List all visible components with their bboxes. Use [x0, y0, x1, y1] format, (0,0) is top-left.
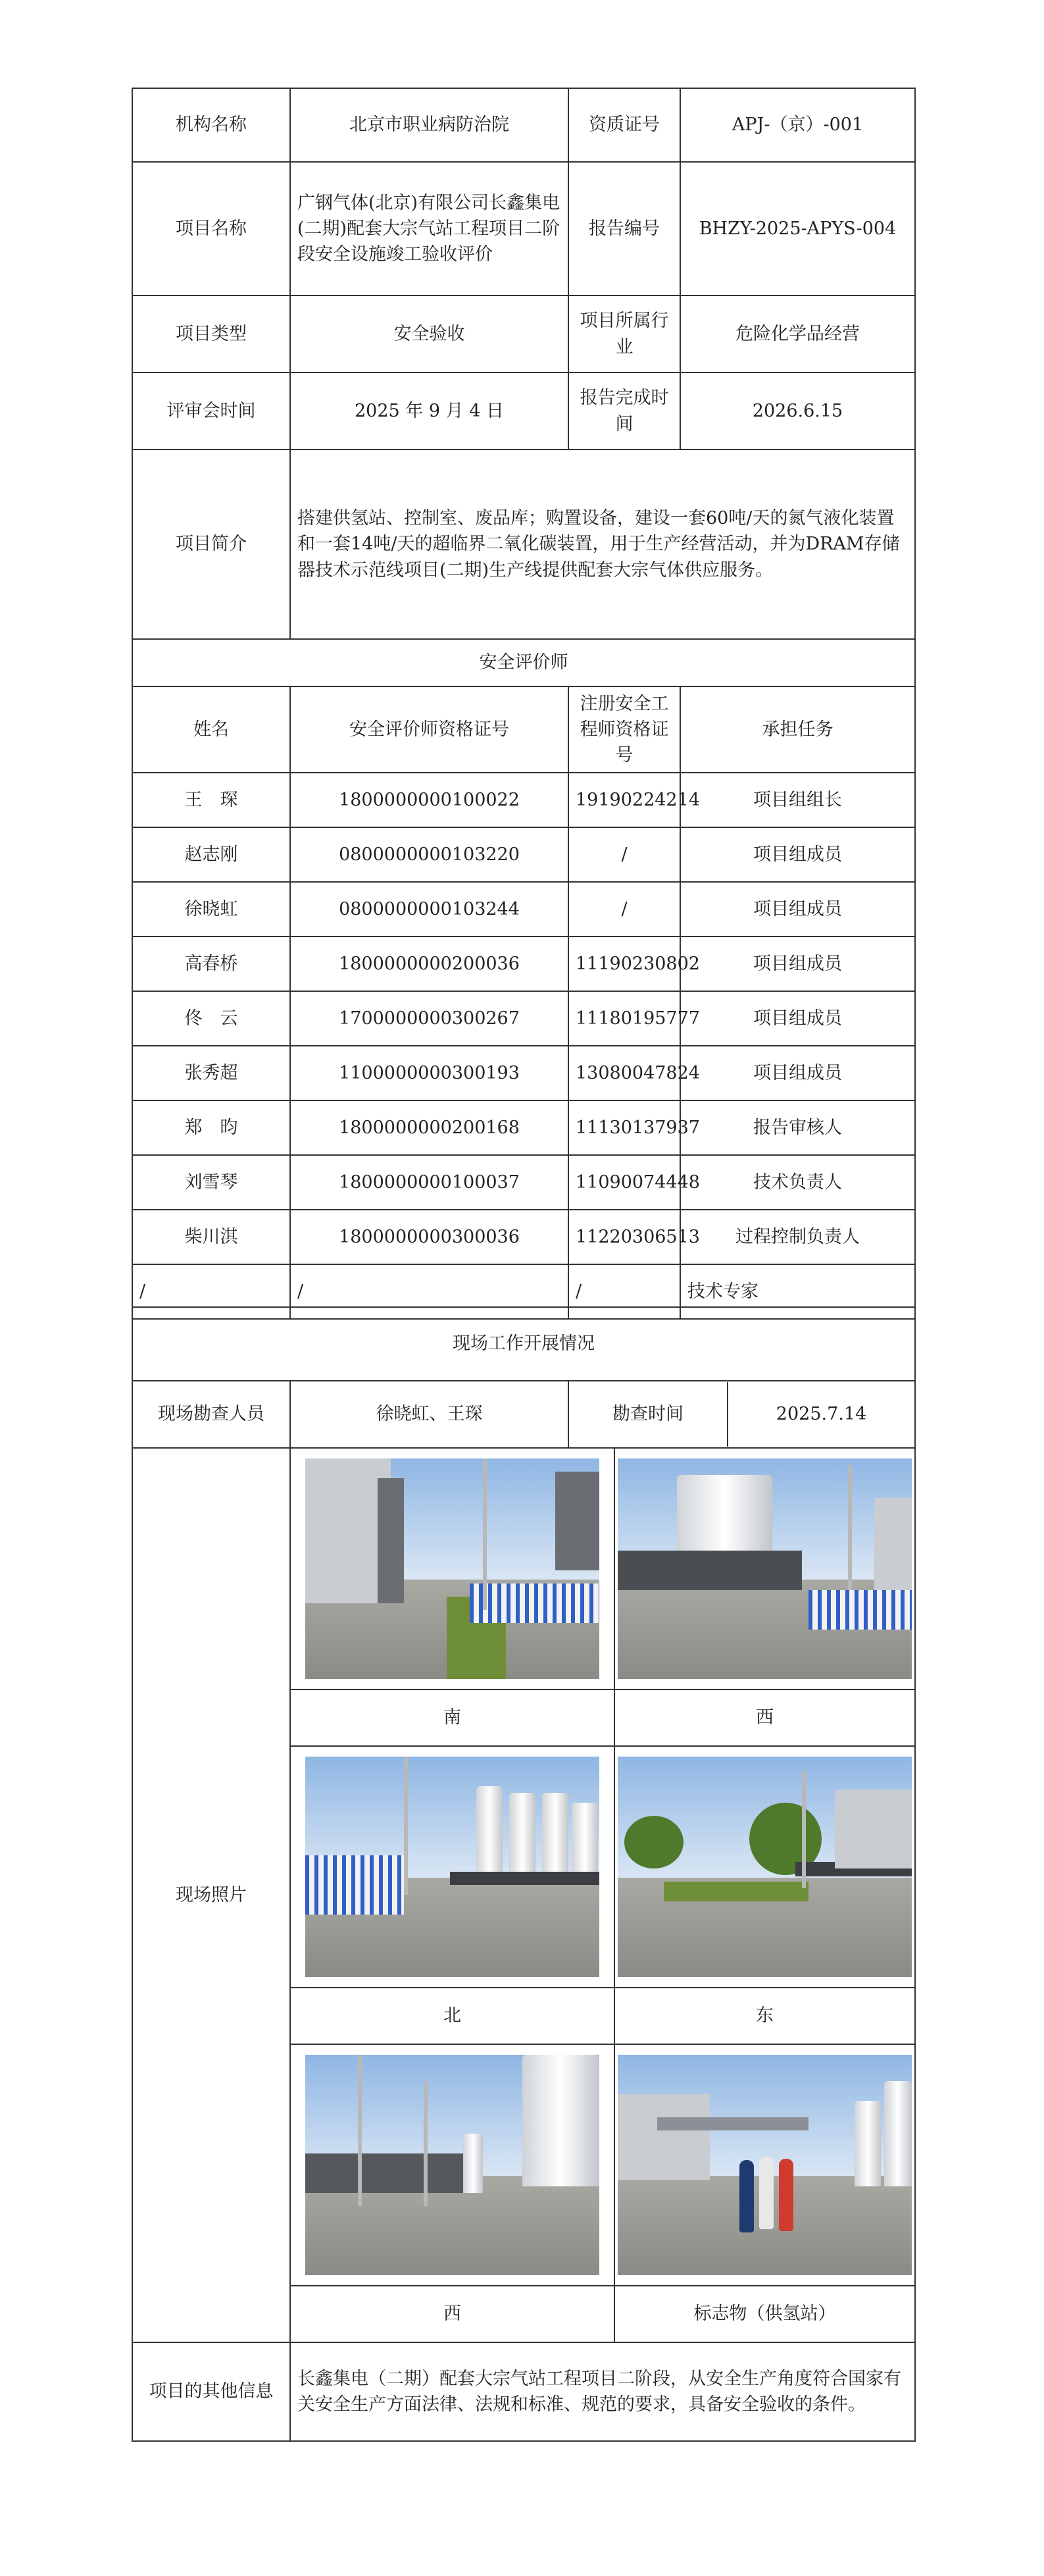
photo-landmark [618, 2055, 912, 2275]
table-row [132, 827, 915, 882]
evaluator-cert: 1700000000300267 [290, 991, 568, 1046]
evaluator-name: 高春桥 [132, 937, 290, 991]
evaluator-task: 项目组成员 [680, 882, 915, 937]
intro-label: 项目简介 [132, 450, 290, 639]
evaluator-name: 佟 云 [132, 991, 290, 1046]
completion-value: 2026.6.15 [680, 373, 915, 450]
evaluator-name: 王 琛 [132, 773, 290, 827]
photo-cell [290, 2044, 614, 2286]
evaluator-header-engineer: 注册安全工程师资格证号 [568, 686, 680, 773]
industry-value: 危险化学品经营 [680, 296, 915, 373]
table-row [132, 1155, 915, 1210]
evaluator-task: 项目组成员 [680, 1046, 915, 1100]
photo-west-2 [305, 2055, 599, 2275]
evaluator-task: 项目组成员 [680, 991, 915, 1046]
photo-cell [290, 1448, 614, 1689]
org-label: 机构名称 [132, 88, 290, 162]
evaluator-cert: 1800000000300036 [290, 1210, 568, 1264]
evaluator-engineer: 19190224214 [568, 773, 680, 827]
evaluator-engineer: / [568, 827, 680, 882]
evaluator-task: 报告审核人 [680, 1100, 915, 1155]
time-cell [568, 1381, 915, 1448]
table-row [132, 991, 915, 1046]
evaluator-name: / [132, 1264, 290, 1319]
photo-cell [290, 1746, 614, 1988]
evaluator-engineer: 11090074448 [568, 1155, 680, 1210]
org-value: 北京市职业病防治院 [290, 88, 568, 162]
table-row [132, 882, 915, 937]
meeting-value: 2025 年 9 月 4 日 [290, 373, 568, 450]
evaluator-cert: 1100000000300193 [290, 1046, 568, 1100]
evaluator-engineer: / [568, 882, 680, 937]
evaluator-engineer: / [568, 1264, 680, 1319]
evaluators-title: 安全评价师 [132, 639, 915, 686]
evaluator-cert: 0800000000103244 [290, 882, 568, 937]
evaluator-engineer: 11130137937 [568, 1100, 680, 1155]
evaluator-name: 赵志刚 [132, 827, 290, 882]
evaluator-task: 技术负责人 [680, 1155, 915, 1210]
inspector-label: 现场勘查人员 [132, 1381, 290, 1448]
project-info-table [132, 88, 916, 1320]
evaluator-header-cert: 安全评价师资格证号 [290, 686, 568, 773]
photo-cell [614, 1746, 915, 1988]
cert-label: 资质证号 [568, 88, 680, 162]
evaluator-name: 郑 昀 [132, 1100, 290, 1155]
photo-caption: 标志物（供氢站） [614, 2286, 915, 2342]
inspector-value: 徐晓虹、王琛 [290, 1381, 568, 1448]
photo-cell [614, 1448, 915, 1689]
photo-west [618, 1458, 912, 1679]
table-row [132, 1210, 915, 1264]
report-no-value: BHZY-2025-APYS-004 [680, 162, 915, 296]
evaluator-cert: 0800000000103220 [290, 827, 568, 882]
evaluator-cert: 1800000000200168 [290, 1100, 568, 1155]
intro-value: 搭建供氢站、控制室、废品库；购置设备，建设一套60吨/天的氮气液化装置和一套14吨/天的超临界二氧化碳装置，用于生产经营活动，并为DRAM存储器技术示范线项目(二期)生产线提供配套大宗气体供应服务。 [290, 450, 915, 639]
site-work-table [132, 1306, 916, 2442]
evaluator-task: 项目组组长 [680, 773, 915, 827]
industry-label: 项目所属行业 [568, 296, 680, 373]
evaluator-cert: 1800000000100037 [290, 1155, 568, 1210]
evaluator-name: 张秀超 [132, 1046, 290, 1100]
other-label: 项目的其他信息 [132, 2342, 290, 2441]
type-label: 项目类型 [132, 296, 290, 373]
table-row [132, 937, 915, 991]
completion-label: 报告完成时间 [568, 373, 680, 450]
evaluator-task: 项目组成员 [680, 937, 915, 991]
evaluator-name: 刘雪琴 [132, 1155, 290, 1210]
evaluator-engineer: 11190230802 [568, 937, 680, 991]
evaluator-engineer: 11180195777 [568, 991, 680, 1046]
evaluator-task: 过程控制负责人 [680, 1210, 915, 1264]
cert-value: APJ-（京）-001 [680, 88, 915, 162]
evaluator-task: 项目组成员 [680, 827, 915, 882]
evaluator-cert: / [290, 1264, 568, 1319]
evaluator-header-name: 姓名 [132, 686, 290, 773]
evaluator-engineer: 13080047824 [568, 1046, 680, 1100]
time-label: 勘查时间 [569, 1382, 728, 1447]
table-row [132, 773, 915, 827]
photo-caption: 东 [614, 1988, 915, 2044]
photo-caption: 西 [290, 2286, 614, 2342]
photo-cell [614, 2044, 915, 2286]
other-value: 长鑫集电（二期）配套大宗气站工程项目二阶段，从安全生产角度符合国家有关安全生产方面法律、法规和标准、规范的要求，具备安全验收的条件。 [290, 2342, 915, 2441]
photo-north [305, 1757, 599, 1977]
table-row [132, 1100, 915, 1155]
evaluator-name: 柴川淇 [132, 1210, 290, 1264]
project-name-value: 广钢气体(北京)有限公司长鑫集电(二期)配套大宗气站工程项目二阶段安全设施竣工验收评价 [290, 162, 568, 296]
type-value: 安全验收 [290, 296, 568, 373]
photo-east [618, 1757, 912, 1977]
report-no-label: 报告编号 [568, 162, 680, 296]
time-value: 2025.7.14 [776, 1404, 867, 1425]
evaluator-name: 徐晓虹 [132, 882, 290, 937]
photo-caption: 西 [614, 1689, 915, 1746]
evaluator-cert: 1800000000200036 [290, 937, 568, 991]
photos-label: 现场照片 [132, 1448, 290, 2342]
photo-caption: 南 [290, 1689, 614, 1746]
site-title: 现场工作开展情况 [132, 1307, 915, 1381]
meeting-label: 评审会时间 [132, 373, 290, 450]
table-row [132, 1046, 915, 1100]
evaluator-header-task: 承担任务 [680, 686, 915, 773]
project-name-label: 项目名称 [132, 162, 290, 296]
evaluator-engineer: 11220306513 [568, 1210, 680, 1264]
evaluator-cert: 1800000000100022 [290, 773, 568, 827]
photo-caption: 北 [290, 1988, 614, 2044]
photo-south [305, 1458, 599, 1679]
evaluator-task: 技术专家 [680, 1264, 915, 1319]
